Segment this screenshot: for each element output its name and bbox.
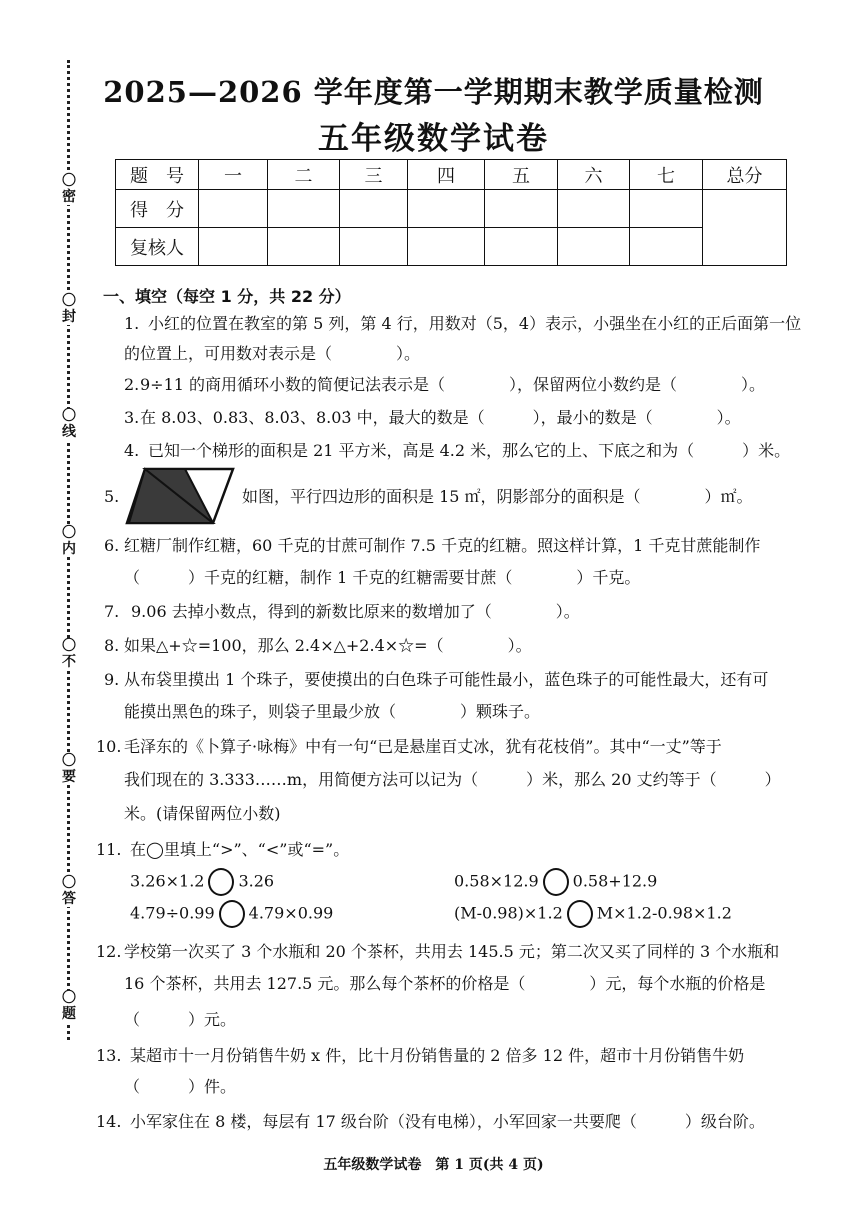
binding-label-nei: 〇内 [58, 525, 80, 557]
score-cell[interactable] [408, 190, 485, 228]
page-footer: 五年级数学试卷 第 1 页(共 4 页) [323, 1157, 544, 1173]
header-cell: 二 [268, 160, 340, 190]
binding-label-yao: 〇要 [58, 753, 80, 785]
score-cell[interactable] [558, 190, 630, 228]
header-cell: 三 [340, 160, 408, 190]
reviewer-cell[interactable] [199, 228, 268, 266]
reviewer-cell[interactable] [340, 228, 408, 266]
compare-circle[interactable] [543, 868, 569, 896]
score-table [115, 159, 787, 266]
parallelogram-figure [125, 467, 235, 525]
row-label: 复核人 [116, 228, 199, 266]
binding-line [58, 60, 80, 1040]
score-cell[interactable] [485, 190, 558, 228]
reviewer-cell[interactable] [630, 228, 703, 266]
header-cell: 四 [408, 160, 485, 190]
reviewer-cell[interactable] [268, 228, 340, 266]
compare-circle[interactable] [208, 868, 234, 896]
compare-item: 0.58×12.9 0.58+12.9 [454, 868, 657, 896]
reviewer-cell[interactable] [485, 228, 558, 266]
exam-subtitle: 五年级数学试卷 [318, 121, 549, 157]
score-cell[interactable] [340, 190, 408, 228]
reviewer-cell[interactable] [408, 228, 485, 266]
header-cell: 六 [558, 160, 630, 190]
header-cell: 五 [485, 160, 558, 190]
binding-label-bu: 〇不 [58, 638, 80, 670]
header-cell: 题 号 [116, 160, 199, 190]
section-heading: 一、填空（每空 1 分，共 22 分） [103, 287, 351, 306]
reviewer-cell[interactable] [558, 228, 630, 266]
score-cell[interactable] [630, 190, 703, 228]
header-cell: 七 [630, 160, 703, 190]
exam-title: 2025—2026 学年度第一学期期末教学质量检测 [103, 75, 764, 109]
binding-label-feng: 〇封 [58, 293, 80, 325]
binding-label-xian: 〇线 [58, 408, 80, 440]
header-cell: 一 [199, 160, 268, 190]
binding-label-da: 〇答 [58, 875, 80, 907]
score-row [116, 190, 787, 228]
score-cell[interactable] [199, 190, 268, 228]
total-score-cell[interactable] [703, 190, 787, 266]
header-cell: 总分 [703, 160, 787, 190]
compare-item: 3.26×1.2 3.26 [130, 868, 274, 896]
compare-circle[interactable] [219, 900, 245, 928]
binding-label-ti: 〇题 [58, 990, 80, 1022]
compare-item: 4.79÷0.99 4.79×0.99 [130, 900, 333, 928]
score-table-header [116, 160, 787, 190]
reviewer-row [116, 228, 787, 266]
compare-item: (M-0.98)×1.2 M×1.2-0.98×1.2 [454, 900, 732, 928]
score-cell[interactable] [268, 190, 340, 228]
compare-circle[interactable] [567, 900, 593, 928]
row-label: 得 分 [116, 190, 199, 228]
binding-label-mi: 〇密 [58, 173, 80, 205]
